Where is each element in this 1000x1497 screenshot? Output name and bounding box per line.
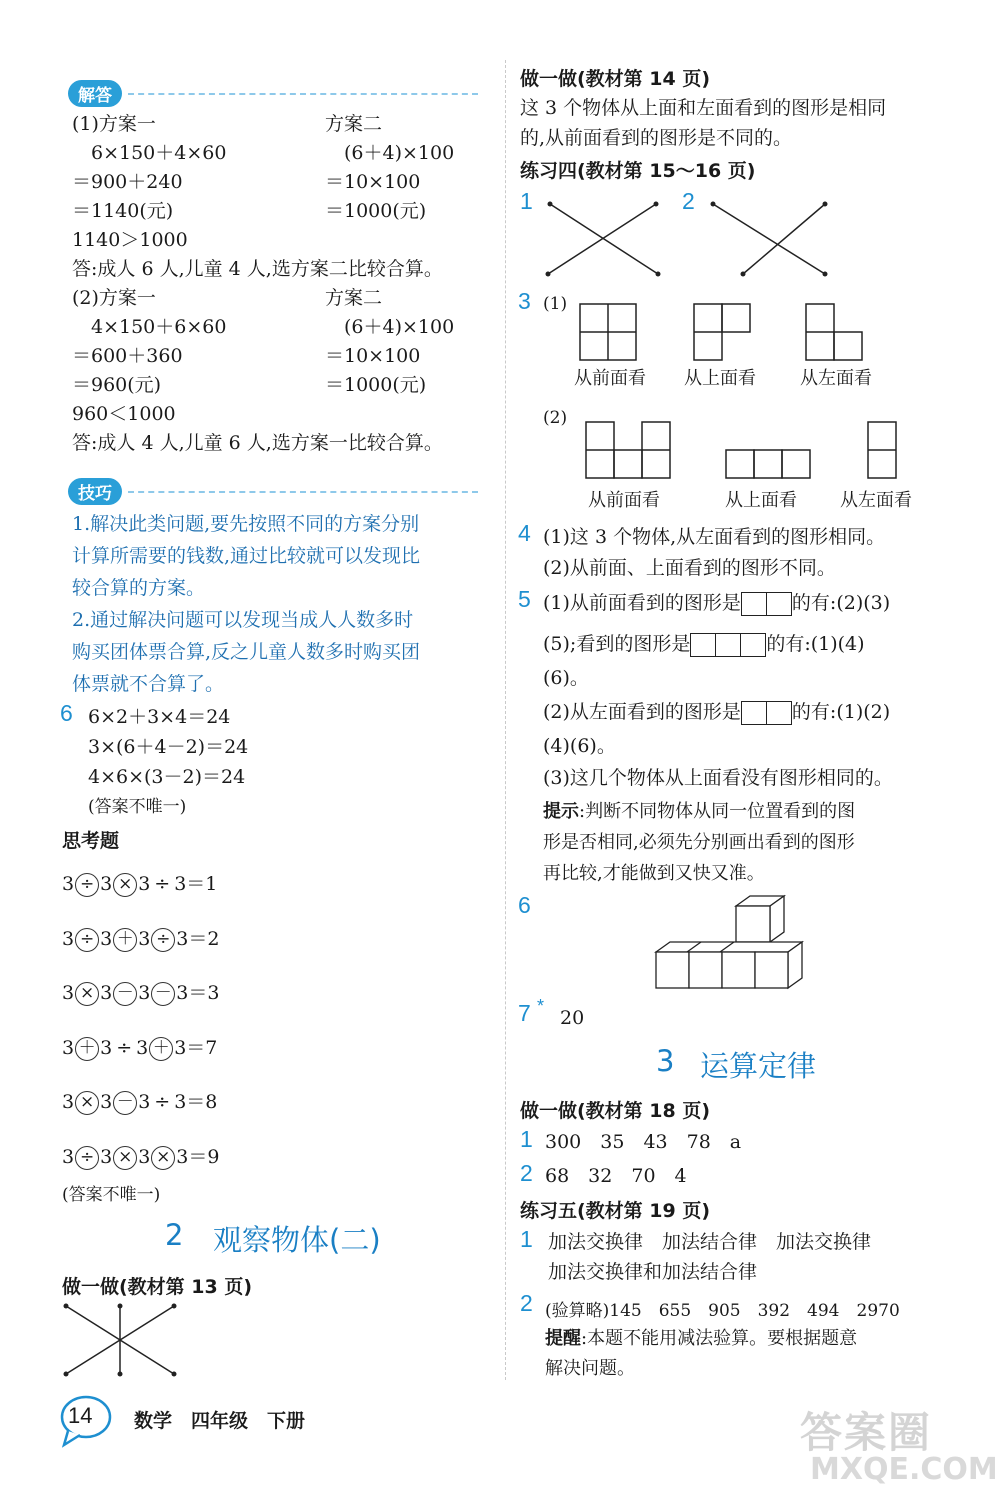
think-result: ＝7 [186,1036,218,1059]
column-divider [505,60,506,1380]
watermark-url: MXQE.COM [810,1452,998,1487]
operator-circle: ÷ [75,928,99,952]
digit: 3 [136,1036,149,1059]
think-note: (答案不唯一) [62,1185,161,1205]
doit14-text-2: 的,从前面看到的图形是不同的。 [520,127,793,149]
page-number: 14 [68,1403,93,1428]
digit: 3 [138,1091,151,1113]
square-icon [741,701,767,725]
doit14-text-1: 这 3 个物体从上面和左面看到的图形是相同 [520,97,887,119]
doit18-q2-answer: 68 32 70 4 [545,1165,687,1187]
think-result: ＝1 [186,873,218,895]
section2-number: 2 [165,1218,184,1252]
operator-circle: ÷ [75,1146,99,1170]
q1-number: 1 [520,188,533,214]
answer-part1: (1)方案一 方案二 6×150＋4×60 (6＋4)×100 ＝900＋240 ＝10×100 ＝1140(元) ＝1000(元) [72,113,455,222]
doit18-q1: 1 [520,1126,533,1152]
q5-line-3: (6)。 [543,667,589,689]
dash-divider [128,93,478,95]
think-result: ＝2 [188,927,220,950]
digit: 3 [138,927,151,950]
think-row [62,919,219,974]
hint-block: 提示:判断不同物体从同一位置看到的图 形是否相同,必须先分别画出看到的图形 再比较,才能做到又快又准。 [543,801,856,884]
think-row [62,1082,219,1137]
q3-views-1 [578,302,868,362]
q5-line-1: (1)从前面看到的图形是 的有:(2)(3) [543,592,891,614]
think-row [62,973,219,1028]
square-icon [716,633,741,657]
doit18-title: 做一做(教材第 18 页) [520,1100,711,1122]
doit14-title: 做一做(教材第 14 页) [520,68,711,90]
digit: 3 [100,1036,113,1059]
view-left-label: 从左面看 [800,368,872,389]
operator-circle: ＋ [113,928,137,952]
q3-left-view-2 [866,420,898,480]
think-row [62,864,219,919]
operator-circle: ÷ [151,928,175,952]
digit: 3 [62,1091,75,1113]
ex5-q1: 1 [520,1226,533,1252]
ex4-title: 练习四(教材第 15～16 页) [520,160,756,182]
view-left-label-2: 从左面看 [840,490,912,511]
q3-part2: (2) [543,408,568,428]
conclusion-1: 答:成人 6 人,儿童 4 人,选方案二比较合算。 [72,258,443,280]
book-title: 数学 四年级 下册 [134,1410,306,1432]
ex5-q1-line2: 加法交换律和加法结合律 [548,1261,758,1283]
digit: 3 [100,1145,113,1168]
cross-lines-figure [62,1302,182,1382]
digit: 3 [174,1091,187,1113]
operator-circle: × [75,1091,99,1115]
section2-title: 观察物体(二) [213,1223,381,1257]
cube-figure [650,892,820,996]
watermark-cn: 答案圈 [800,1408,933,1457]
q5-number: 5 [518,586,531,612]
q5-line-2: (5);看到的图形是 的有:(1)(4) [543,633,865,655]
digit: 3 [100,982,113,1004]
tips-badge: 技巧 [68,478,122,505]
think-result: ＝8 [186,1091,218,1113]
square-icon [741,633,766,657]
conclusion-2: 答:成人 4 人,儿童 6 人,选方案一比较合算。 [72,432,443,454]
ex5-q2: 2 [520,1290,533,1316]
digit: 3 [100,1091,113,1113]
operator-circle: × [151,1146,175,1170]
q2-line-figure [705,198,835,280]
doit18-q1-answer: 300 35 43 78 a [545,1131,742,1153]
think-result: ＝3 [188,982,220,1004]
compare-1: 1140＞1000 [72,229,188,251]
operator-circle: ÷ [116,1036,133,1059]
remind-block: 提醒:本题不能用减法验算。要根据题意 解决问题。 [545,1328,858,1379]
digit: 3 [100,927,113,950]
section3-title: 运算定律 [700,1049,817,1083]
view-top-label-2: 从上面看 [725,490,797,511]
view-front-label: 从前面看 [574,368,646,389]
think-rows [62,864,219,1191]
ex5-q2-answer: (验算略)145 655 905 392 494 2970 [545,1301,900,1321]
square-icon [690,633,716,657]
dash-divider [128,491,478,493]
q5-line-6: (3)这几个物体从上面看没有图形相同的。 [543,767,893,789]
operator-circle: ＋ [149,1037,173,1061]
square-icon [767,592,792,616]
digit: 3 [176,982,189,1004]
view-top-label: 从上面看 [684,368,756,389]
q3-number: 3 [518,288,531,314]
operator-circle: － [151,982,175,1006]
digit: 3 [62,982,75,1004]
q6-number: 6 [518,892,531,918]
think-result: ＝9 [188,1145,220,1168]
digit: 3 [138,1145,151,1168]
digit: 3 [138,982,151,1004]
think-row [62,1028,219,1083]
operator-circle: ＋ [75,1037,99,1061]
section3-number: 3 [656,1044,675,1078]
operator-circle: ÷ [154,873,171,895]
q3-part1: (1) [543,294,568,314]
tips-text: 1.解决此类问题,要先按照不同的方案分别 计算所需要的钱数,通过比较就可以发现比 较合算的方案。 2.通过解决问题可以发现当成人人数多时 购买团体票合算,反之儿童人数多时购买团 体票就不合算了。 [72,513,421,695]
q1-line-figure [540,198,670,280]
doit13-title: 做一做(教材第 13 页) [62,1276,253,1298]
operator-circle: ÷ [75,873,99,897]
q2-number: 2 [682,188,695,214]
view-front-label-2: 从前面看 [588,490,660,511]
q3-views-2 [584,420,884,480]
q7-star: * [537,996,545,1016]
digit: 3 [176,927,189,950]
ex5-q1-line1: 加法交换律 加法结合律 加法交换律 [548,1231,872,1253]
doit18-q2: 2 [520,1160,533,1186]
digit: 3 [176,1145,189,1168]
compare-2: 960＜1000 [72,403,176,425]
q4-number: 4 [518,520,531,546]
operator-circle: × [113,1146,137,1170]
digit: 3 [138,873,151,895]
q7-number: 7 [518,1000,531,1026]
square-icon [741,592,767,616]
square-icon [767,701,792,725]
operator-circle: ÷ [154,1091,171,1113]
digit: 3 [62,927,75,950]
digit: 3 [174,1036,187,1059]
q4-line-2: (2)从前面、上面看到的图形不同。 [543,557,836,579]
digit: 3 [62,1036,75,1059]
think-title: 思考题 [62,830,120,852]
operator-circle: － [113,1091,137,1115]
digit: 3 [100,873,113,895]
q4-line-1: (1)这 3 个物体,从左面看到的图形相同。 [543,526,886,548]
question-number-6: 6 [60,700,73,726]
q5-line-4: (2)从左面看到的图形是 的有:(1)(2) [543,701,891,723]
q7-answer: 20 [560,1007,585,1029]
answer-part2: (2)方案一 方案二 4×150＋6×60 (6＋4)×100 ＝600＋360 ＝10×100 ＝960(元) ＝1000(元) [72,287,455,396]
operator-circle: × [113,873,137,897]
q6-answers: 6×2＋3×4＝24 3×(6＋4－2)＝24 4×6×(3－2)＝24 (答案不唯一) [88,706,249,817]
ex5-title: 练习五(教材第 19 页) [520,1200,711,1222]
operator-circle: × [75,982,99,1006]
operator-circle: － [113,982,137,1006]
answer-badge: 解答 [68,80,122,107]
digit: 3 [62,1145,75,1168]
digit: 3 [62,873,75,895]
digit: 3 [174,873,187,895]
q5-line-5: (4)(6)。 [543,735,616,757]
